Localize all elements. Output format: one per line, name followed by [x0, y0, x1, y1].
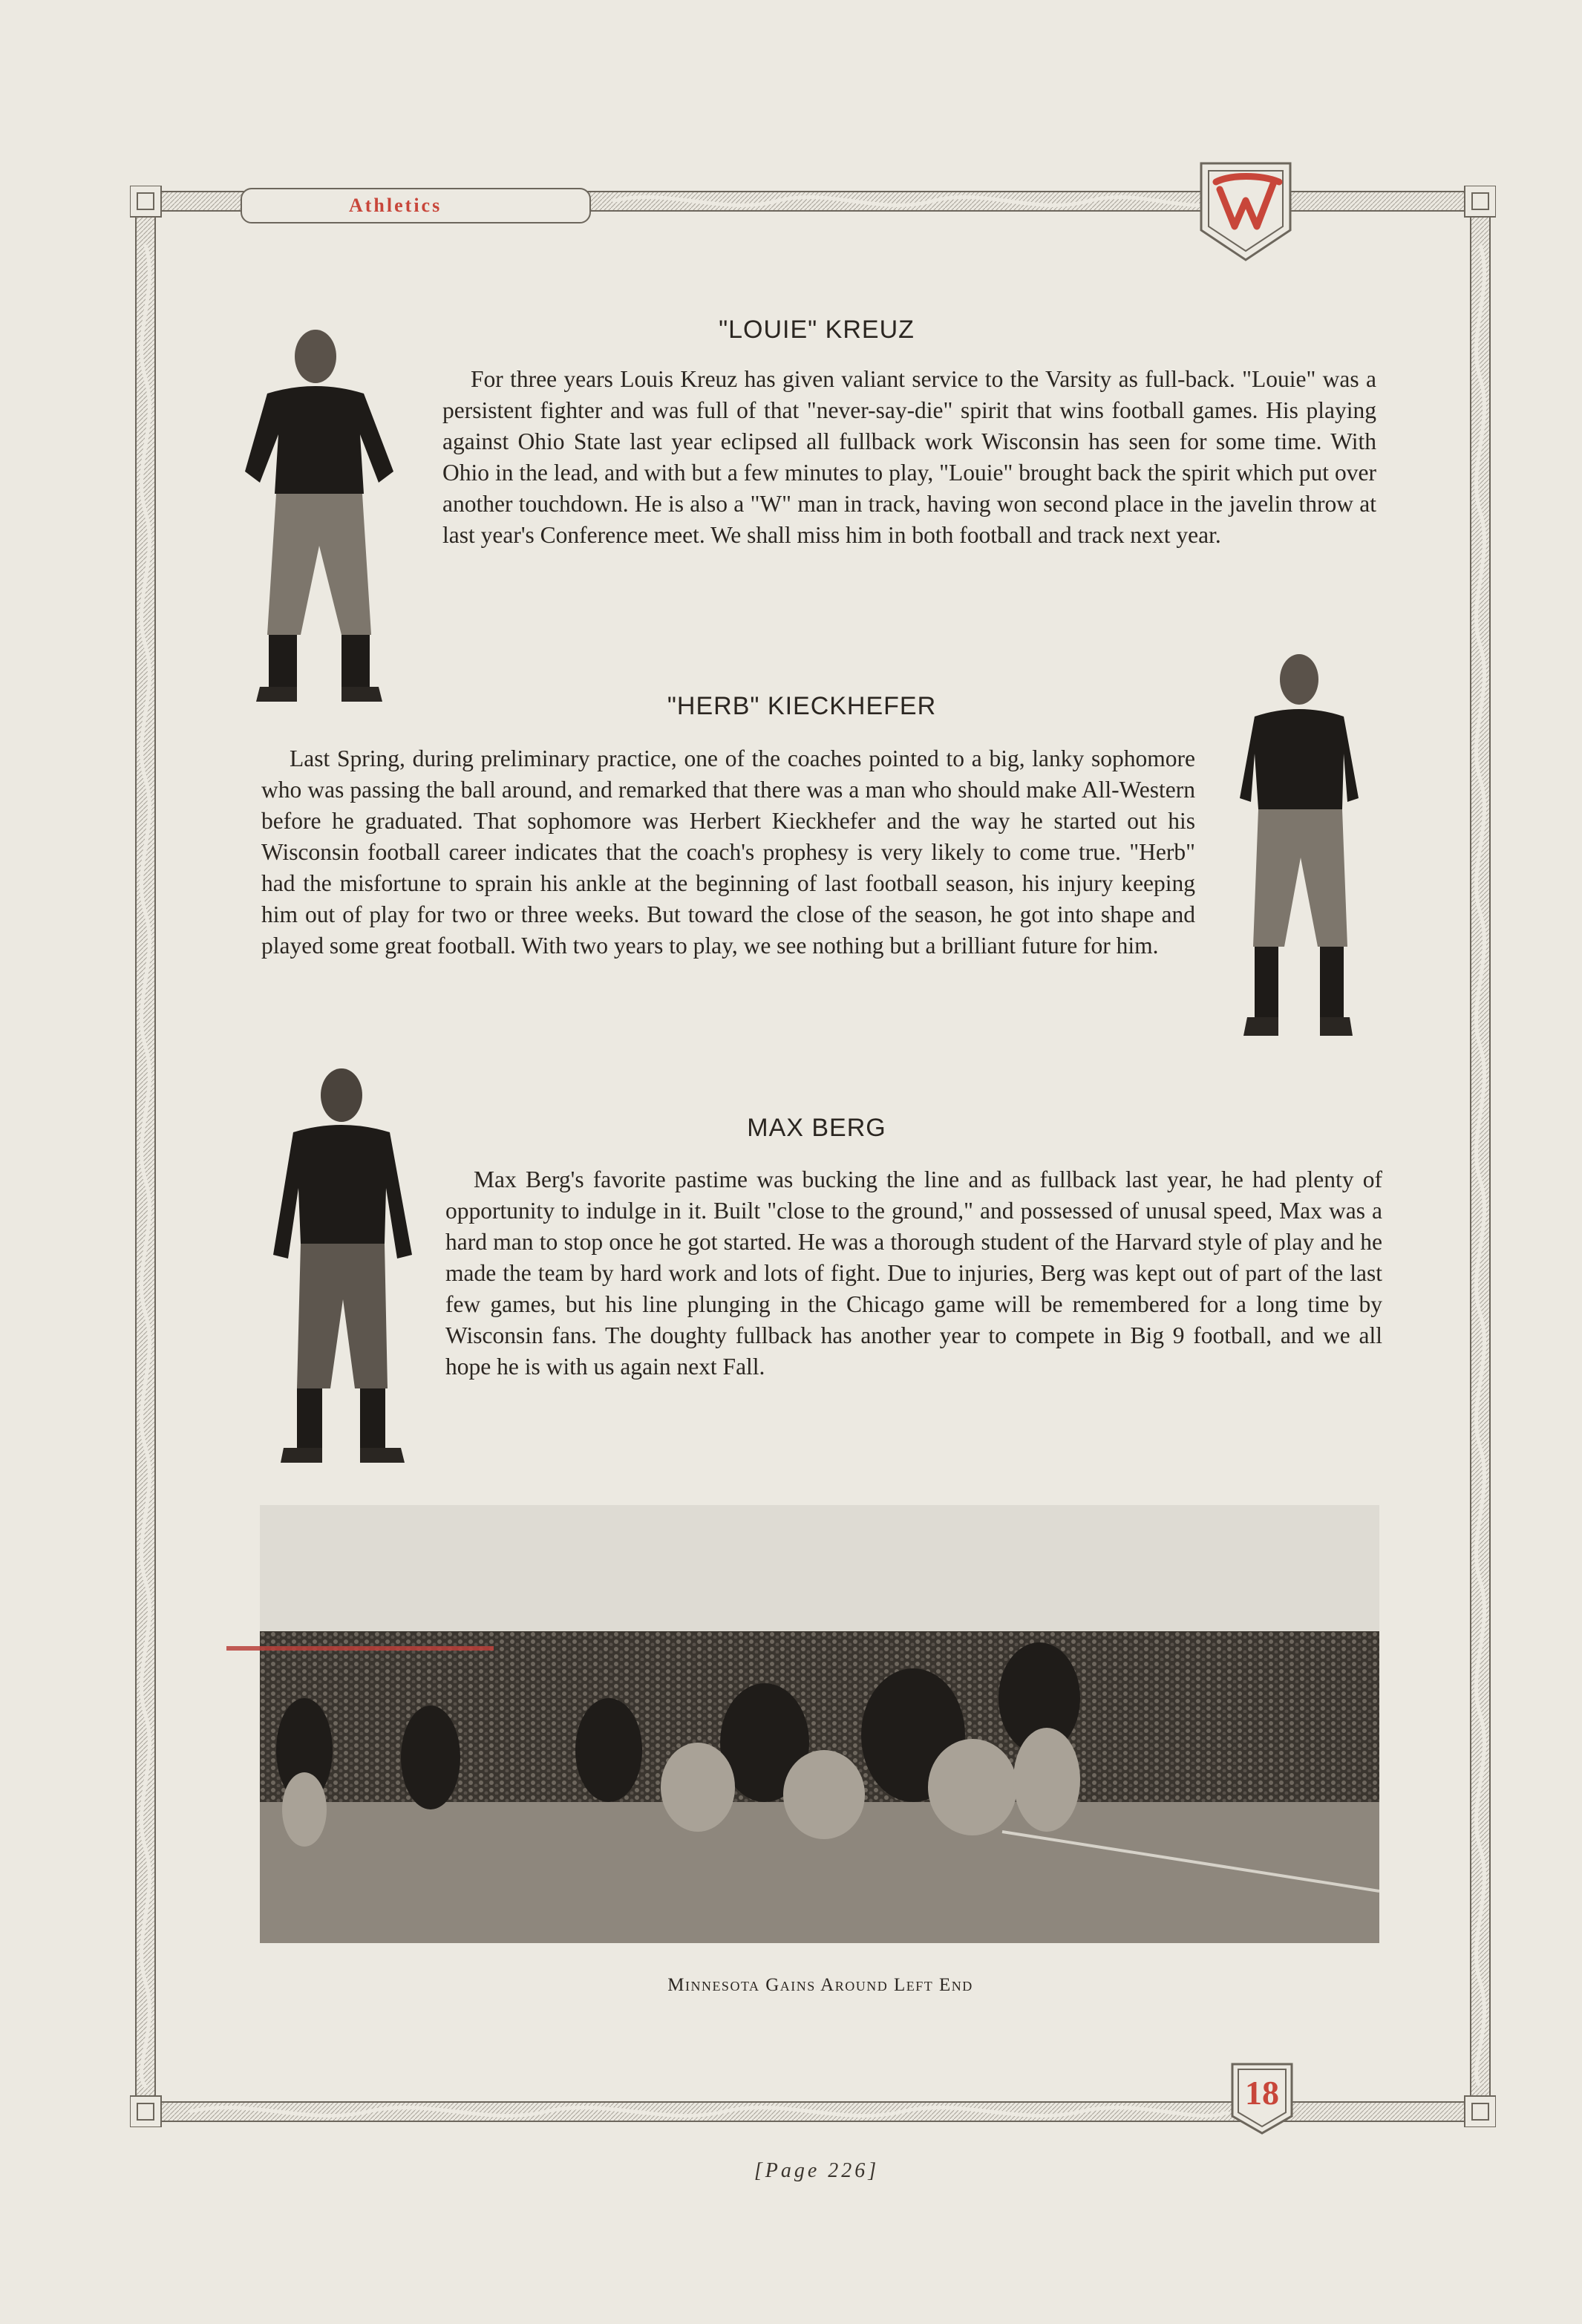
game-photo	[260, 1505, 1379, 1943]
player-photo-berg	[260, 1062, 423, 1470]
page-badge-number: 18	[1245, 2074, 1279, 2112]
article-title-kieckhefer: "HERB" KIECKHEFER	[667, 692, 937, 720]
article-body-berg: Max Berg's favorite pastime was bucking the line and as fullback last year, he had plenty of opportunity to indulge in it. Built "close to the ground," and possessed of unusal speed, Max was a hard man to stop once he got started. He was a thorough student of the Harvard style of play and he made the team by hard work and lots of fight. Due to injuries, Berg was kept out of part of the last few games, but his line plunging in the Chicago game will be remembered for a long time by Wisconsin fans. The doughty fullback has another year to compete in Big 9 football, and we all hope he is with us again next Fall.	[445, 1166, 1382, 1380]
article-title-berg: MAX BERG	[747, 1114, 886, 1142]
page-footer: [Page 226]	[754, 2159, 880, 2182]
player-photo-kieckhefer	[1225, 650, 1373, 1043]
red-marker-line	[226, 1646, 494, 1651]
player-photo-kreuz	[223, 323, 431, 717]
w-emblem-icon	[1194, 148, 1298, 267]
game-photo-caption: Minnesota Gains Around Left End	[667, 1975, 973, 1995]
article-body-kieckhefer: Last Spring, during preliminary practice, one of the coaches pointed to a big, lanky sophomore who was passing the ball around, and remarked that there was a man who should make All-Western before he graduated. That sophomore was Herbert Kieckhefer and the way he started out his Wisconsin football career indicates that the coach's prophesy is very likely to come true. "Herb" had the misfortune to sprain his ankle at the beginning of last football season, his injury keeping him out of play for two or three weeks. But toward the close of the season, he got into shape and played some great football. With two years to play, we see nothing but a brilliant future for him.	[261, 745, 1195, 959]
article-title-kreuz: "LOUIE" KREUZ	[719, 316, 915, 344]
article-body-kreuz: For three years Louis Kreuz has given valiant service to the Varsity as full-back. "Louie" was a persistent fighter and was full of that "never-say-die" spirit that wins football games. His playing against Ohio State last year eclipsed all fullback work Wisconsin has seen for some time. With Ohio in the lead, and with but a few minutes to play, "Louie" brought back the spirit which put over another touchdown. He is also a "W" man in track, having won second place in the javelin throw at last year's Conference meet. We shall miss him in both football and track next year.	[442, 366, 1376, 548]
section-label: Athletics	[349, 195, 442, 216]
